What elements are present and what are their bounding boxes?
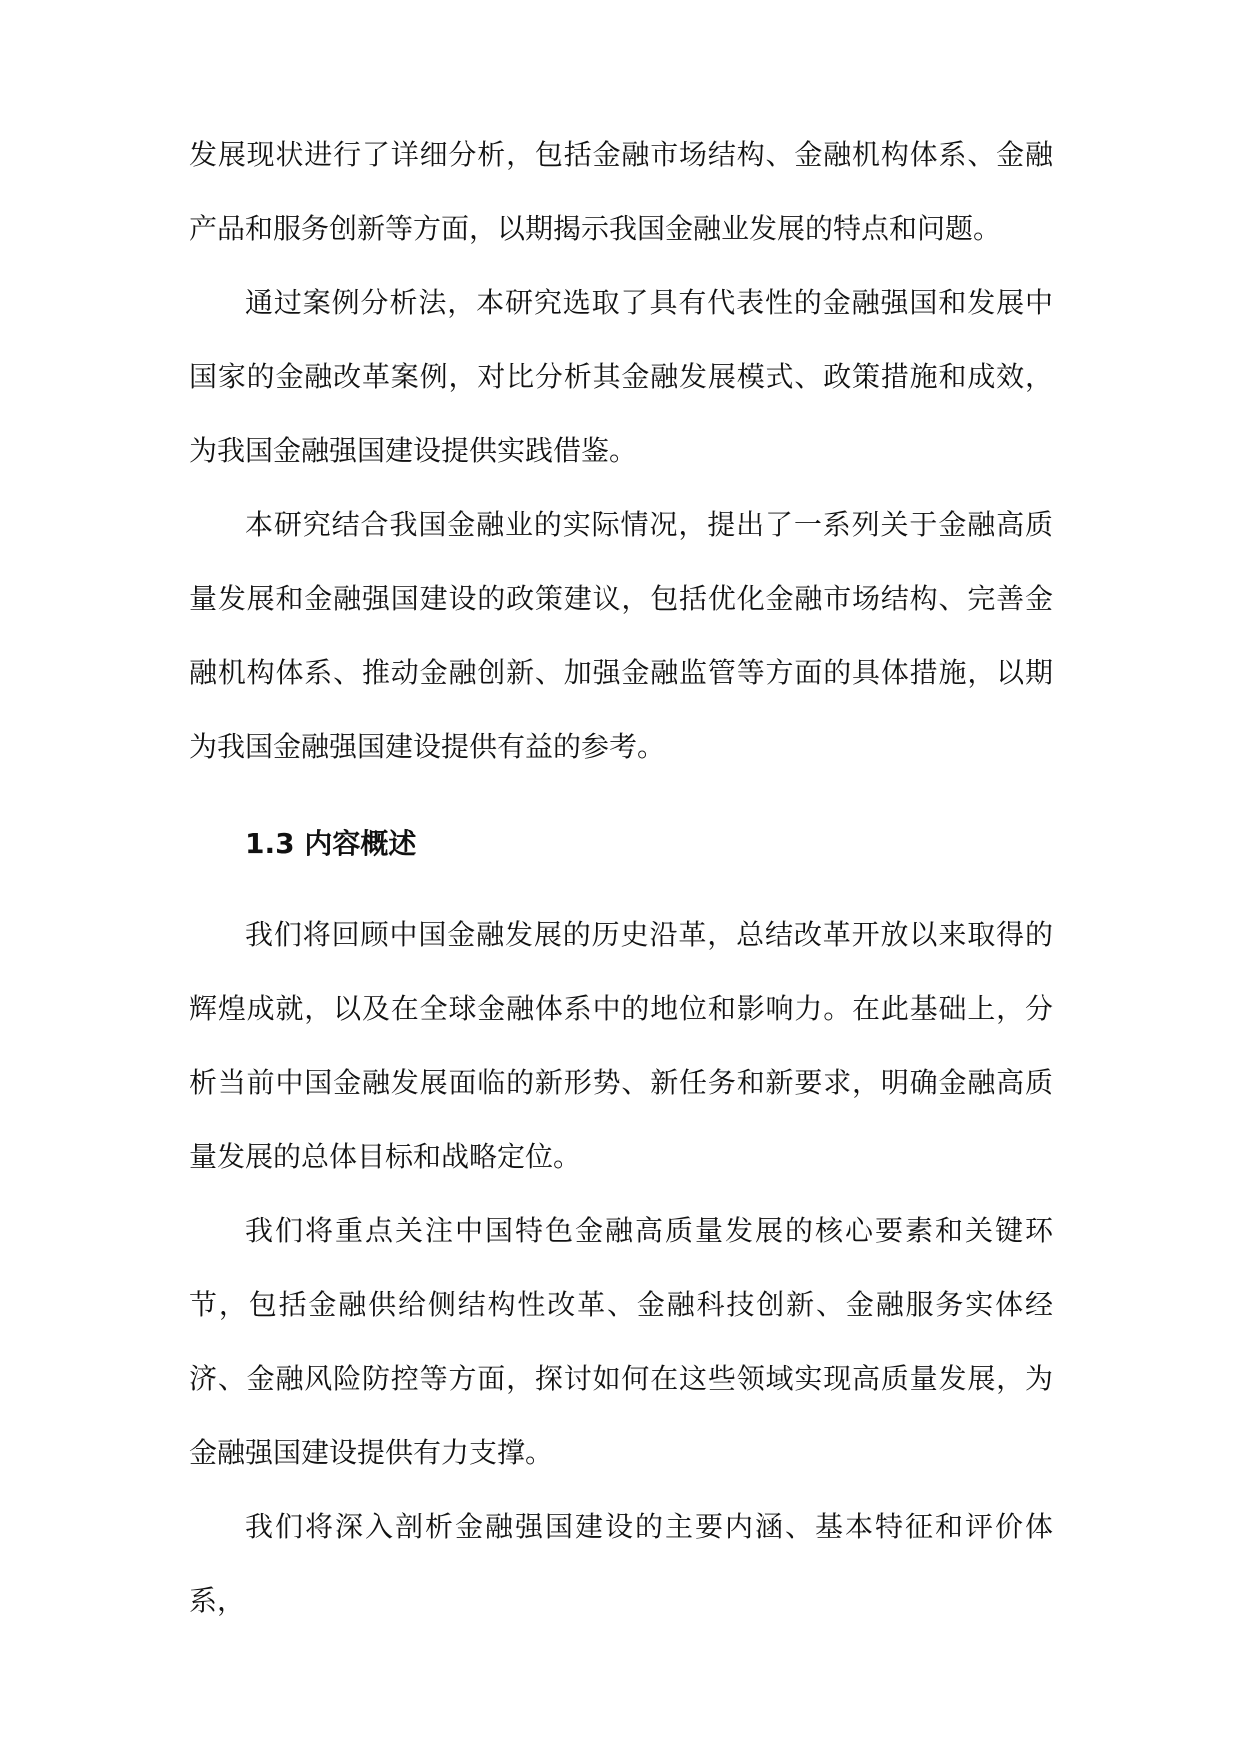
paragraph-continuation: 发展现状进行了详细分析，包括金融市场结构、金融机构体系、金融产品和服务创新等方面，以期揭示我国金融业发展的特点和问题。 xyxy=(189,138,1053,245)
paragraph-case-analysis: 通过案例分析法，本研究选取了具有代表性的金融强国和发展中国家的金融改革案例，对比分析其金融发展模式、政策措施和成效，为我国金融强国建设提供实践借鉴。 xyxy=(189,286,1053,467)
paragraph-policy-suggestions: 本研究结合我国金融业的实际情况，提出了一系列关于金融高质量发展和金融强国建设的政策建议，包括优化金融市场结构、完善金融机构体系、推动金融创新、加强金融监管等方面的具体措施，以期为我国金融强国建设提供有益的参考。 xyxy=(189,508,1053,763)
section-heading: 1.3 内容概述 xyxy=(245,827,417,860)
body-text-upper xyxy=(189,118,1053,784)
paragraph-history-review: 我们将回顾中国金融发展的历史沿革，总结改革开放以来取得的辉煌成就，以及在全球金融体系中的地位和影响力。在此基础上，分析当前中国金融发展面临的新形势、新任务和新要求，明确金融高质量发展的总体目标和战略定位。 xyxy=(189,918,1053,1173)
paragraph-core-elements: 我们将重点关注中国特色金融高质量发展的核心要素和关键环节，包括金融供给侧结构性改革、金融科技创新、金融服务实体经济、金融风险防控等方面，探讨如何在这些领域实现高质量发展，为金融强国建设提供有力支撑。 xyxy=(189,1214,1053,1469)
paragraph-connotation: 我们将深入剖析金融强国建设的主要内涵、基本特征和评价体系， xyxy=(189,1510,1053,1617)
body-text-lower xyxy=(189,898,1053,1638)
